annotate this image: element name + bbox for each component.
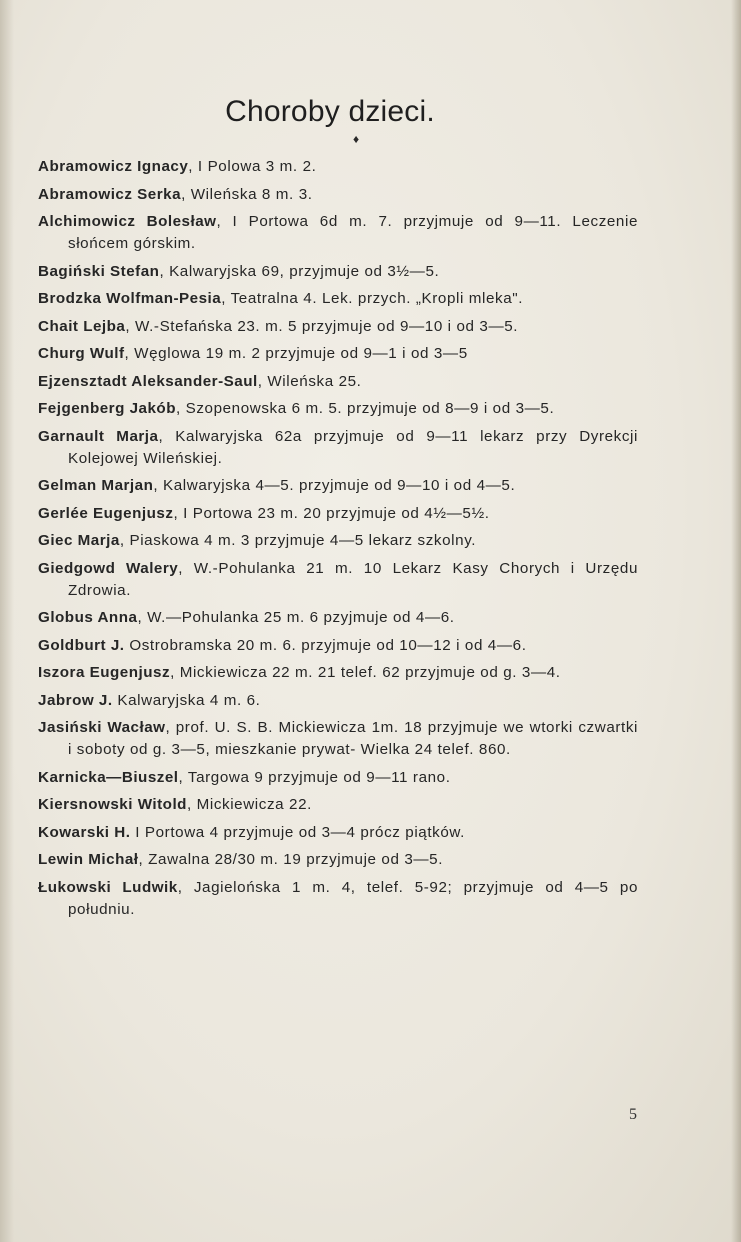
doctor-details: Ostrobramska 20 m. 6. przyjmuje od 10—12 i od 4—6. (124, 636, 527, 654)
doctor-details: , W.-Stefańska 23. m. 5 przyjmuje od 9—10 i od 3—5. (125, 317, 519, 335)
doctor-name: Brodzka Wolfman-Pesia (38, 290, 222, 307)
doctor-details: Kalwaryjska 4 m. 6. (112, 691, 261, 709)
doctor-details: , W.—Pohulanka 25 m. 6 pzyjmuje od 4—6. (137, 609, 455, 626)
doctor-details: , Szopenowska 6 m. 5. przyjmuje od 8—9 i od 3—5. (175, 400, 555, 417)
doctor-name: Kiersnowski Witold (38, 796, 187, 813)
doctor-name: Gerlée Eugenjusz (38, 504, 174, 522)
doctor-details: I Portowa 4 przyjmuje od 3—4 prócz piątków. (130, 823, 465, 841)
list-item (38, 607, 638, 629)
doctor-details: , Kalwaryjska 62a przyjmuje od 9—11 lekarz przy Dyrekcji Kolejowej Wileńskiej. (68, 427, 638, 467)
doctor-name: Bagiński Stefan (38, 262, 160, 280)
doctor-details: , Wileńska 25. (257, 372, 362, 390)
doctor-details: , W.-Pohulanka 21 m. 10 Lekarz Kasy Chorych i Urzędu Zdrowia. (68, 559, 638, 599)
list-item (38, 794, 638, 816)
list-item (38, 371, 638, 393)
doctor-name: Łukowski Ludwik (38, 878, 178, 896)
doctor-name: Kowarski H. (38, 823, 131, 841)
doctor-name: Ejzensztadt Aleksander-Saul (38, 372, 258, 390)
page-title: Choroby dzieci. (225, 95, 435, 128)
list-item (38, 475, 638, 497)
list-item (38, 530, 638, 552)
doctor-details: , I Portowa 6d m. 7. przyjmuje od 9—11. Leczenie słońcem górskim. (68, 213, 639, 252)
list-item (38, 211, 638, 255)
list-item (38, 316, 638, 338)
list-item (38, 398, 638, 420)
doctor-name: Giec Marja (38, 532, 120, 549)
doctor-name: Globus Anna (38, 609, 138, 626)
list-item (38, 767, 638, 789)
doctor-details: , Kalwaryjska 69, przyjmuje od 3½—5. (159, 262, 440, 280)
doctor-name: Garnault Marja (38, 427, 159, 445)
doctor-details: , Targowa 9 przyjmuje od 9—11 rano. (178, 768, 451, 786)
doctor-details: , Kalwaryjska 4—5. przyjmuje od 9—10 i od 4—5. (153, 477, 516, 494)
doctor-name: Jasiński Wacław (38, 719, 166, 736)
title-ornament: ♦ (353, 132, 360, 146)
list-item (38, 184, 638, 206)
doctor-name: Goldburt J. (38, 636, 125, 654)
doctor-details: , Teatralna 4. Lek. przych. „Kropli mleka". (221, 290, 524, 307)
doctor-details: , Zawalna 28/30 m. 19 przyjmuje od 3—5. (138, 851, 444, 868)
doctor-name: Lewin Michał (38, 851, 139, 868)
doctor-name: Iszora Eugenjusz (38, 664, 171, 681)
doctor-details: , prof. U. S. B. Mickiewicza 1m. 18 przyjmuje we wtorki czwartki i soboty od g. 3—5, mieszkanie prywat- Wielka 24 telef. 860. (68, 719, 639, 758)
doctor-name: Abramowicz Ignacy (38, 158, 189, 175)
doctor-name: Fejgenberg Jakób (38, 400, 176, 417)
doctor-details: , Piaskowa 4 m. 3 przyjmuje 4—5 lekarz szkolny. (119, 532, 477, 549)
doctor-name: Jabrow J. (38, 691, 113, 709)
doctor-list (38, 156, 638, 926)
page-right-edge (731, 0, 741, 1242)
list-item (38, 822, 638, 844)
doctor-details: , Mickiewicza 22 m. 21 telef. 62 przyjmuje od g. 3—4. (170, 664, 561, 681)
list-item (38, 717, 638, 761)
doctor-name: Chait Lejba (38, 317, 126, 335)
doctor-name: Giedgowd Walery (38, 559, 179, 577)
doctor-name: Alchimowicz Bolesław (38, 213, 217, 230)
list-item (38, 156, 638, 178)
doctor-details: , Mickiewicza 22. (186, 796, 312, 813)
list-item (38, 343, 638, 365)
doctor-details: , Wileńska 8 m. 3. (181, 185, 313, 203)
list-item (38, 662, 638, 684)
page-number: 5 (629, 1106, 637, 1123)
list-item (38, 503, 638, 525)
doctor-name: Abramowicz Serka (38, 185, 182, 203)
list-item (38, 877, 638, 921)
doctor-details: , I Portowa 23 m. 20 przyjmuje od 4½—5½. (173, 504, 490, 522)
list-item (38, 261, 638, 283)
list-item (38, 849, 638, 871)
list-item (38, 690, 638, 712)
doctor-details: , Jagielońska 1 m. 4, telef. 5-92; przyjmuje od 4—5 po południu. (68, 878, 638, 918)
page-left-edge (0, 0, 14, 1242)
doctor-details: , Węglowa 19 m. 2 przyjmuje od 9—1 i od 3—5 (124, 345, 468, 362)
doctor-name: Karnicka—Biuszel (38, 768, 179, 786)
list-item (38, 288, 638, 310)
list-item (38, 635, 638, 657)
doctor-name: Gelman Marjan (38, 477, 154, 494)
doctor-details: , I Polowa 3 m. 2. (188, 158, 317, 175)
doctor-name: Churg Wulf (38, 345, 125, 362)
list-item (38, 426, 638, 470)
list-item (38, 558, 638, 602)
